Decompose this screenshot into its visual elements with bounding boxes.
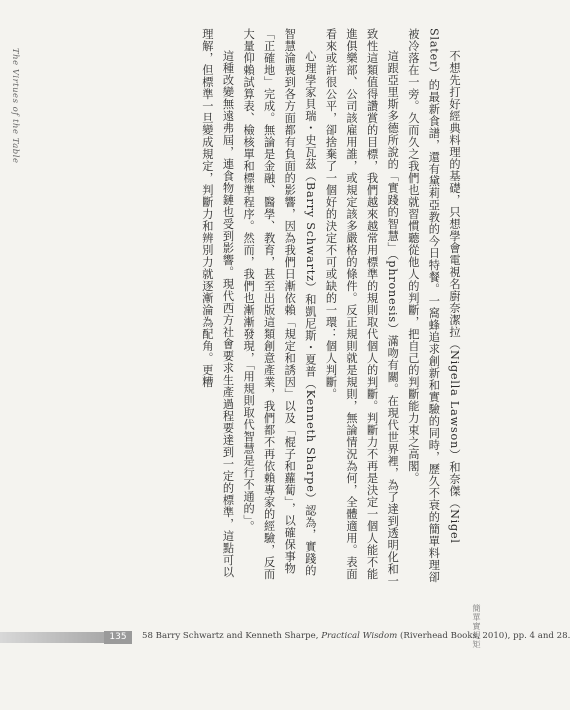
paragraph-4: 這種改變無遠弗屆，連食物鏈也受到影響。現代西方社會要求生產過程要達到一定的標準，這點可以理解，但標準一旦變成規定，判斷力和辨別力就逐漸淪為配角。更糟 [200,28,235,579]
paragraph-3: 心理學家貝瑞・史瓦茲（Barry Schwartz）和凱尼斯・夏普（Kenneth Sharpe）認為，實踐的智慧淪喪到各方面都有負面的影響，因為我們日漸依賴「規定和誘因」以及「棍子和蘿蔔」，以確保事物「正確地」完成。無論是金融、醫學、教育，甚至出版這類創意產業，我們都不再依賴專家的經驗，反而大量仰賴試算表、檢核單和標準程序。然而，我們也漸漸發現，「用規則取代智慧是行不通的」。 [242,28,317,580]
footnote-suffix: (Riverhead Books, 2010), pp. 4 and 28. [397,631,570,641]
footnote-title: Practical Wisdom [321,631,398,641]
paragraph-1: 不想先打好經典料理的基礎，只想學會電視名廚奈潔拉（Nigella Lawson）和奈傑（Nigel Slater）的最新食譜，還有黛莉亞教的今日特餐。一窩蜂追求創新和實驗的同時，歷久不衰的簡單料理卻被冷落在一旁。久而久之我們也就習慣聽從他人的判斷，把自己的判斷能力束之高閣。 [406,28,461,584]
chapter-mark: 簡單實規矩 [472,604,481,649]
page-number-bar [0,632,104,643]
footnote-prefix: 58 Barry Schwartz and Kenneth Sharpe, [142,631,322,641]
paragraph-2: 這跟亞里斯多德所說的「實踐的智慧」（phronesis）滿吻有關。在現代世界裡，為了達到透明化和一致性這類值得讚賞的目標，我們越來越常用標準的規則取代個人的判斷。判斷力不再是決定一個人能不能進俱樂部、公司該雇用誰，或規定該多嚴格的條件。反正規則就是規則，無論情況為何，全體適用。表面看來或許很公平，卻捨棄了一個好的決定不可或缺的一環：個人判斷。 [324,28,400,588]
footnote [142,631,570,641]
running-header: The Virtues of the Table [10,48,20,164]
body-text [64,28,464,588]
page-number: 135 [104,631,132,644]
